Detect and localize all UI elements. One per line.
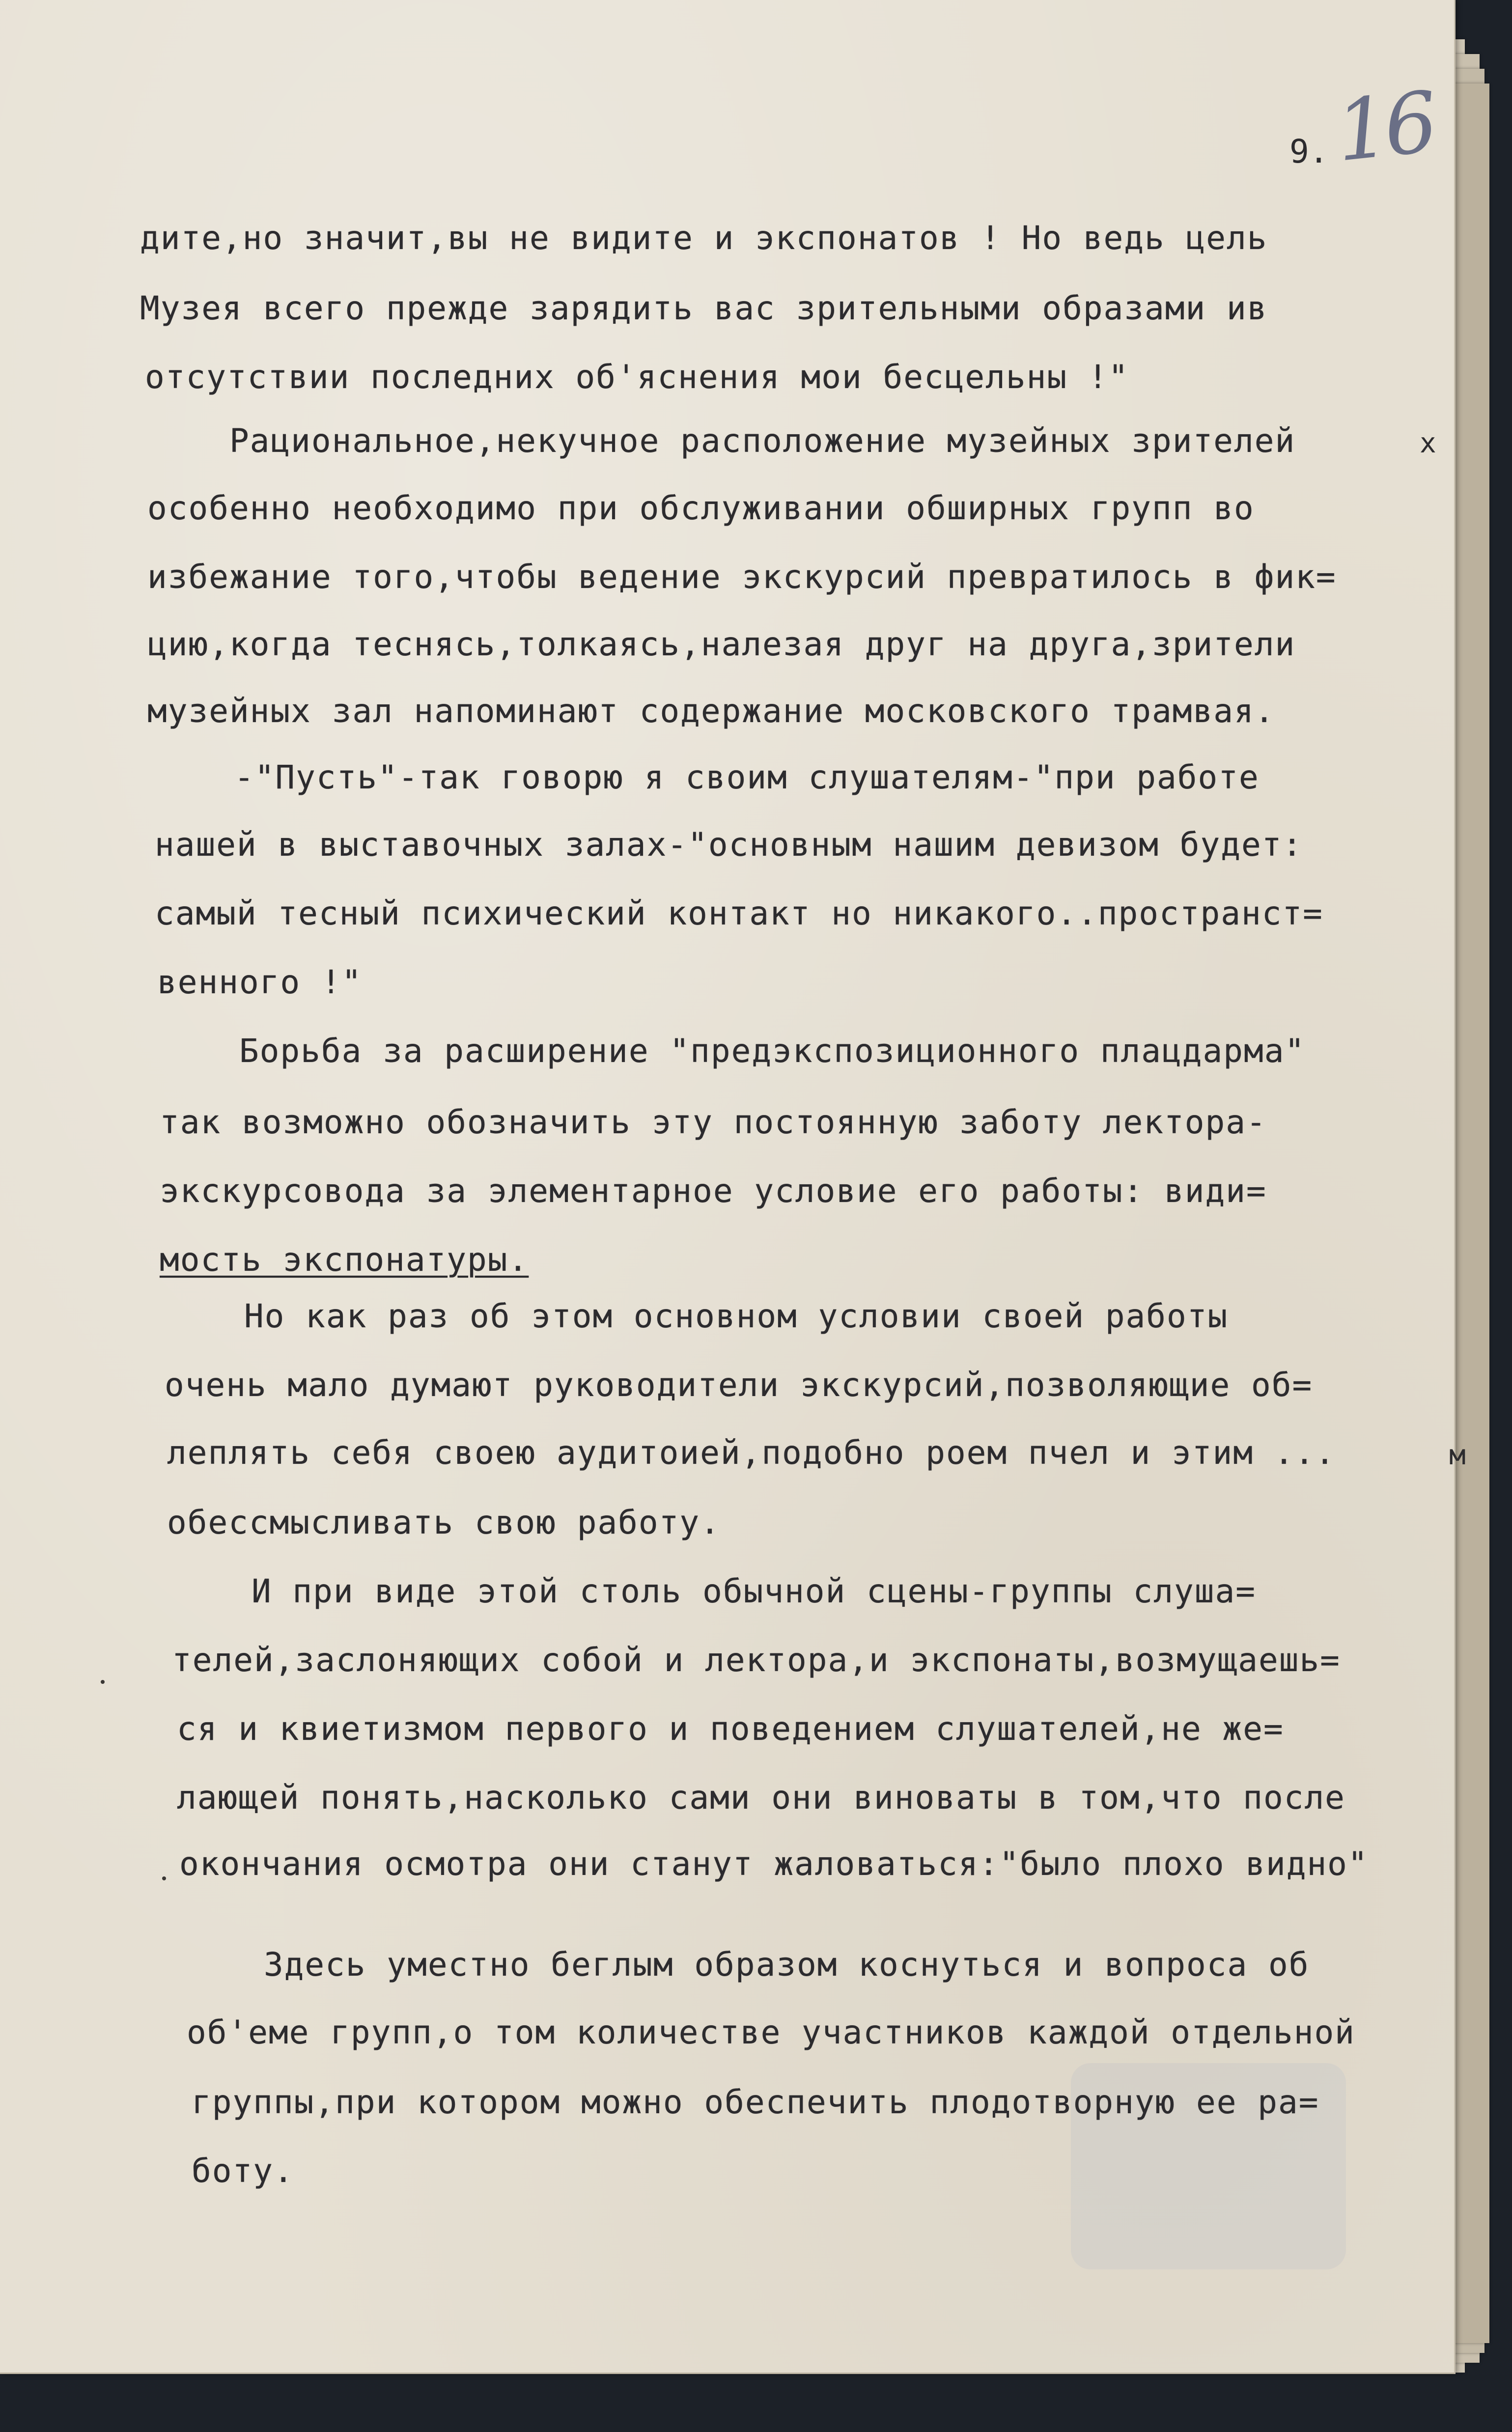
text-line: Здесь уместно беглым образом коснуться и вопроса об [182,1946,1310,1984]
text-line: избежание того,чтобы ведение экскурсий превратилось в фик= [147,558,1337,596]
text-line: нашей в выставочных залах-"основным нашим девизом будет: [155,826,1303,864]
text-line: Музея всего прежде зарядить вас зрительными образами ив [140,289,1268,327]
ink-speck [101,1680,105,1684]
text-line: Но как раз об этом основном условии своей работы [162,1297,1229,1335]
page-number: 9. [1289,133,1329,170]
text-line: об'еме групп,о том количестве участников каждой отдельной [187,2013,1355,2051]
text-line: отсутствии последних об'яснения мои бесцельны !" [145,358,1129,396]
text-line: экскурсовода за элементарное условие его работы: види= [160,1172,1267,1210]
margin-mark-x: x [1420,427,1436,459]
text-line: цию,когда теснясь,толкаясь,налезая друг на друга,зрители [147,625,1296,663]
text-line: музейных зал напоминают содержание московского трамвая. [147,692,1275,730]
text-line: так возможно обозначить эту постоянную заботу лектора- [160,1103,1267,1141]
archive-folio-number: 16 [1331,74,1438,181]
text-line: группы,при котором можно обеспечить плодотворную ее ра= [192,2083,1319,2121]
text-line: особенно необходимо при обслуживании обширных групп во [147,489,1255,527]
margin-mark-m: м [1449,1439,1466,1471]
text-line: ся и квиетизмом первого и поведением слушателей,не же= [177,1710,1284,1748]
text-line: самый тесный психический контакт но никакого..пространст= [155,895,1323,932]
text-line: боту. [192,2152,294,2190]
text-line-underlined: мость экспонатуры. [160,1241,529,1279]
text-line: лающей понять,насколько сами они виноваты в том,что после [177,1779,1345,1817]
text-line: окончания осмотра они станут жаловаться:"было плохо видно" [179,1845,1369,1883]
text-line: обессмысливать свою работу. [167,1504,721,1541]
text-line: очень мало думают руководители экскурсий,позволяющие об= [165,1366,1313,1404]
text-line: -"Пусть"-так говорю я своим слушателям-"при работе [152,758,1260,796]
text-line: Рациональное,некучное расположение музейных зрителей [147,422,1296,460]
text-line: дите,но значит,вы не видите и экспонатов ! Но ведь цель [140,219,1268,257]
text-line: леплять себя своею аудитоией,подобно роем пчел и этим ... [167,1434,1336,1472]
ink-speck [162,1876,166,1880]
text-line: И при виде этой столь обычной сцены-группы слуша= [169,1572,1256,1610]
text-line: венного !" [157,963,363,1001]
text-line: телей,заслоняющих собой и лектора,и экспонаты,возмущаешь= [172,1641,1341,1679]
text-line: Борьба за расширение "предэкспозиционного плацдарма" [157,1032,1306,1070]
